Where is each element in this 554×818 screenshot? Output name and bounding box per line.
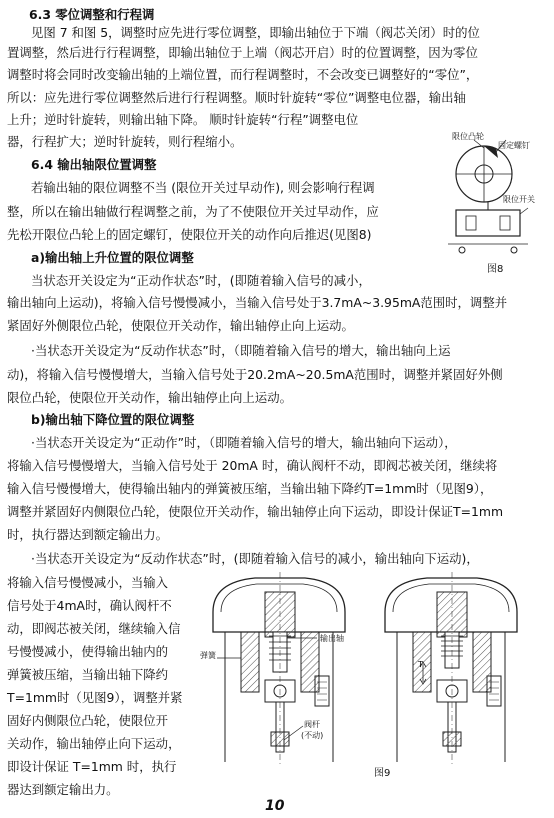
paragraph-line: 调整时将会同时改变输出轴的上端位置，而行程调整时，不会改变已调整好的“零位”， xyxy=(7,67,479,82)
paragraph-line: 动，即阀芯被关闭，继续输入信 xyxy=(7,621,181,636)
fig9-label-spring: 弹簧 xyxy=(200,651,216,660)
fig8-label-screw: 固定螺钉 xyxy=(498,141,530,150)
paragraph-line: 信号处于4mA时，确认阀杆不 xyxy=(7,598,172,613)
paragraph-line: 调整并紧固好内侧限位凸轮，使限位开关动作，输出轴停止向下运动，即设计保证T=1mm xyxy=(7,504,504,519)
subheading-b: b)输出轴下降位置的限位调整 xyxy=(31,412,195,427)
fig8-caption: 图8 xyxy=(487,264,504,275)
paragraph-line: 固好内侧限位凸轮，使限位开 xyxy=(7,713,169,728)
paragraph-line: 若输出轴的限位调整不当 (限位开关过早动作), 则会影响行程调 xyxy=(31,180,375,195)
subheading-a: a)输出轴上升位置的限位调整 xyxy=(31,250,194,265)
paragraph-line: T=1mm时（见图9），调整并紧 xyxy=(7,690,183,705)
paragraph-line: 即设计保证 T=1mm 时，执行 xyxy=(7,759,177,774)
paragraph-line: 所以：应先进行零位调整然后进行行程调整。顺时针旋转“零位”调整电位器，输出轴 xyxy=(7,90,466,105)
paragraph-line: 关动作，输出轴停止向下运动， xyxy=(7,736,181,751)
paragraph-line: 器，行程扩大；逆时针旋转，则行程缩小。 xyxy=(7,134,243,149)
fig9-label-shaft: 输出轴 xyxy=(320,634,344,643)
fig9-caption: 图9 xyxy=(374,768,391,779)
paragraph-line: 紧固好外侧限位凸轮，使限位开关动作，输出轴停止向上运动。 xyxy=(7,318,354,333)
paragraph-line: 输出轴向上运动)，将输入信号慢慢减小，当输入信号处于3.7mA~3.95mA范围时，调整并 xyxy=(7,295,508,310)
paragraph-line: 器达到额定输出力。 xyxy=(7,782,119,797)
paragraph-line: 将输入信号慢慢增大，当输入信号处于 20mA 时，确认阀杆不动，即阀芯被关闭，继续将 xyxy=(7,458,498,473)
fig9-label-stem-note: (不动) xyxy=(301,731,324,740)
paragraph-line: ·当状态开关设定为“反动作状态”时，（即随着输入信号的增大，输出轴向上运 xyxy=(31,343,451,358)
page-number: 10 xyxy=(265,798,285,814)
paragraph-line: 置调整，然后进行行程调整，即输出轴位于上端（阀芯开启）时的位置调整，因为零位 xyxy=(7,45,478,60)
fig8-label-switch: 限位开关 xyxy=(503,195,535,204)
section-heading-6-4: 6.4 输出轴限位置调整 xyxy=(31,157,157,172)
section-heading-6-3: 6.3 零位调整和行程调 xyxy=(29,7,155,22)
paragraph-line: 时，执行器达到额定输出力。 xyxy=(7,527,169,542)
paragraph-line: ·当状态开关设定为“正动作”时，（即随着输入信号的增大，输出轴向下运动）， xyxy=(31,435,457,450)
paragraph-line: 先松开限位凸轮上的固定螺钉，使限位开关的动作向后推迟(见图8) xyxy=(7,227,372,242)
paragraph-line: 将输入信号慢慢减小，当输入 xyxy=(7,575,169,590)
paragraph-line: 弹簧被压缩，当输出轴下降约 xyxy=(7,667,169,682)
paragraph-line: 当状态开关设定为“正动作状态”时，(即随着输入信号的减小， xyxy=(31,273,371,288)
actuator-right xyxy=(385,572,517,767)
paragraph-line: 动)，将输入信号慢慢增大，当输入信号处于20.2mA~20.5mA范围时，调整并紧固好外侧 xyxy=(7,367,503,382)
paragraph-line: 上升；逆时针旋转，则输出轴下降。 顺时针旋转“行程”调整电位 xyxy=(7,112,359,127)
paragraph-line: 输入信号慢慢增大，使得输出轴内的弹簧被压缩，当输出轴下降约T=1mm时（见图9）， xyxy=(7,481,493,496)
paragraph-line: 整，所以在输出轴做行程调整之前，为了不使限位开关过早动作，应 xyxy=(7,204,379,219)
fig9-label-stem: 阀杆 xyxy=(304,720,320,729)
fig9-label-t: T xyxy=(418,660,423,669)
paragraph-line: 见图 7 和图 5，调整时应先进行零位调整，即输出轴位于下端（阀芯关闭）时的位 xyxy=(31,25,480,40)
figure-9-actuator-diagram xyxy=(195,572,550,767)
paragraph-line: 限位凸轮，使限位开关动作，输出轴停止向上运动。 xyxy=(7,390,292,405)
actuator-left xyxy=(213,572,345,767)
paragraph-line: 号慢慢减小，使得输出轴内的 xyxy=(7,644,169,659)
paragraph-line: ·当状态开关设定为“反动作状态”时，(即随着输入信号的减小，输出轴向下运动)， xyxy=(31,551,479,566)
fig8-label-cam: 限位凸轮 xyxy=(452,132,484,141)
